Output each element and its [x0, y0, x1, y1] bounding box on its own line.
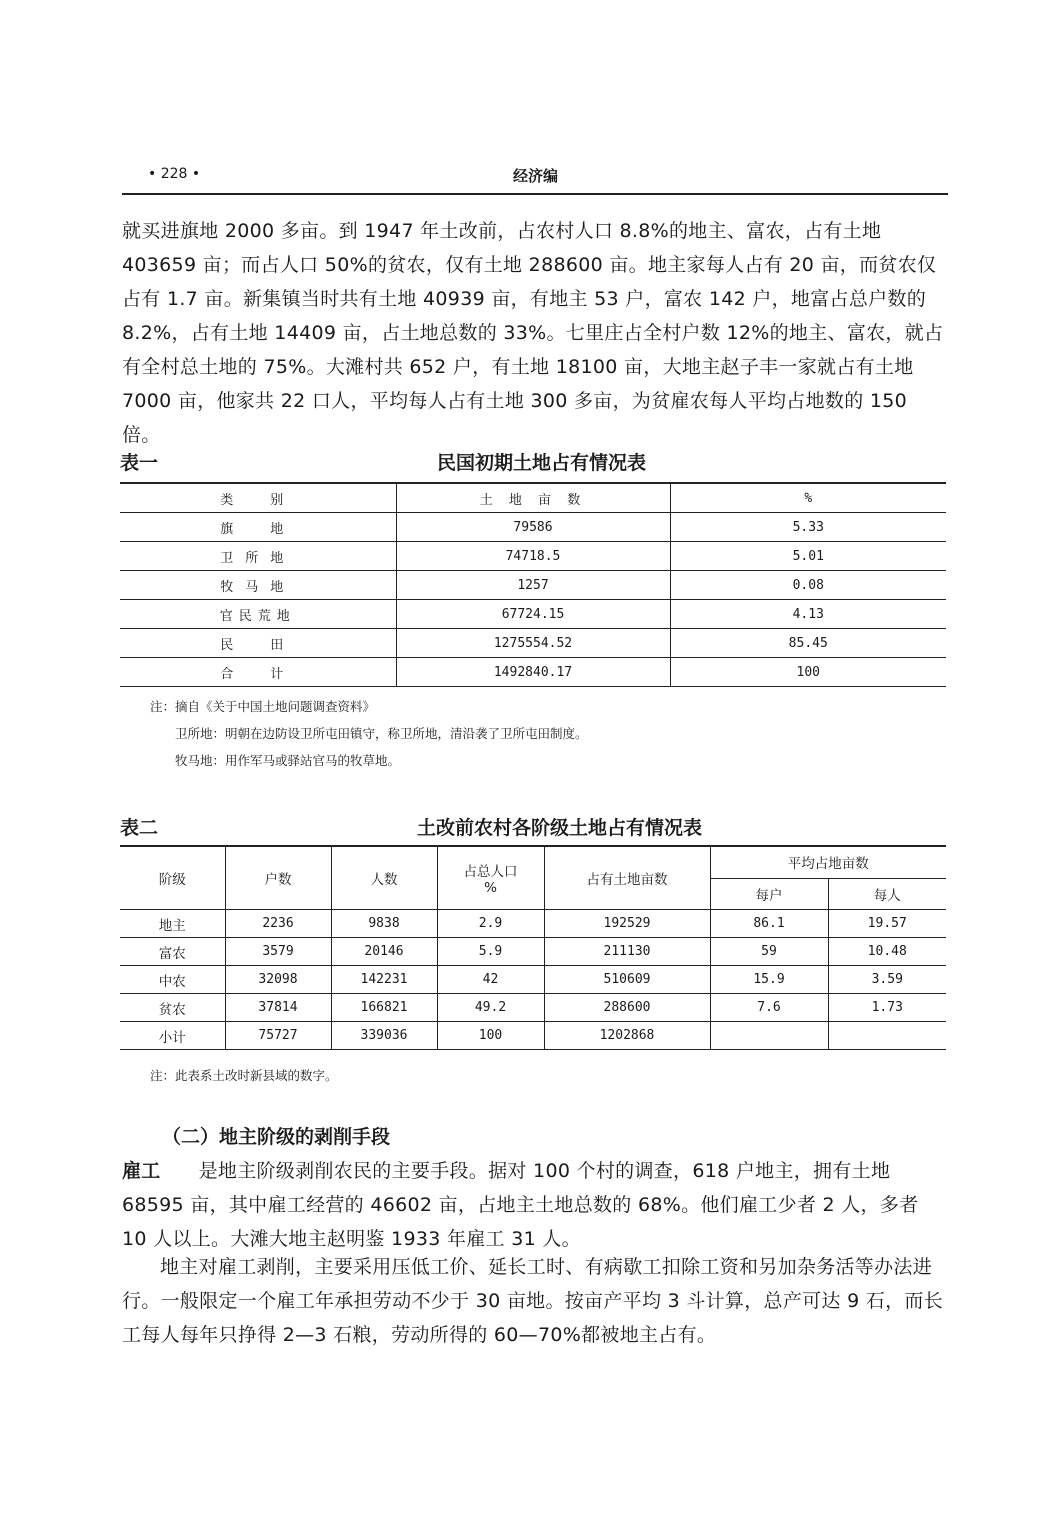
table1-cell-acres: 1275554.52 [396, 629, 670, 658]
table2-cell-people: 166821 [331, 994, 437, 1022]
table2 [120, 845, 946, 1050]
paragraph-1: 就买进旗地 2000 多亩。到 1947 年土改前，占农村人口 8.8%的地主、富农，占有土地 403659 亩；而占人口 50%的贫农，仅有土地 288600 亩。地主家每人占有 20 亩，而贫农仅占有 1.7 亩。新集镇当时共有土地 40939 亩，有地主 53 户，富农 142 户，地富占总户数的 8.2%，占有土地 14409 亩，占土地总数的 33%。七里庄占全村户数 12%的地主、富农，就占有全村总土地的 75%。大滩村共 652 户，有土地 18100 亩，大地主赵子丰一家就占有土地 7000 亩，他家共 22 口人，平均每人占有土地 300 多亩，为贫雇农每人平均占地数的 150 倍。 [122, 220, 944, 446]
table2-cell-land: 510609 [544, 966, 710, 994]
paragraph-3: 地主对雇工剥削，主要采用压低工价、延长工时、有病歇工扣除工资和另加杂务活等办法进行。一般限定一个雇工年承担劳动不少于 30 亩地。按亩产平均 3 斗计算，总产可达 9 石，而长工每人每年只挣得 2—3 石粮，劳动所得的 60—70%都被地主占有。 [122, 1256, 943, 1346]
table2-header-per-household: 每户 [710, 878, 828, 910]
table1-note-pasture: 牧马地：用作军马或驿站官马的牧草地。 [175, 753, 401, 768]
table2-cell-people: 9838 [331, 910, 437, 938]
table1-header-row [120, 483, 946, 513]
table1-cell-category: 官民荒地 [219, 608, 296, 624]
table2-cell-class: 富农 [120, 938, 225, 966]
table1-header-acres: 土 地 亩 数 [396, 483, 670, 513]
table-row [120, 938, 946, 966]
table2-header-avg: 平均占地亩数 [710, 846, 946, 878]
table2-cell-class: 贫农 [120, 994, 225, 1022]
table2-header-households: 户数 [225, 846, 331, 910]
table2-cell-per-person [828, 1022, 946, 1050]
table2-header-pct [437, 846, 544, 910]
table2-cell-per-household: 59 [710, 938, 828, 966]
table2-cell-land: 288600 [544, 994, 710, 1022]
paragraph-2-lead: 雇工 [122, 1160, 161, 1182]
table1-cell-acres: 1492840.17 [396, 658, 670, 687]
table2-cell-per-person: 3.59 [828, 966, 946, 994]
table1-cell-acres: 1257 [396, 571, 670, 600]
table2-cell-per-household: 86.1 [710, 910, 828, 938]
table1-title: 民国初期土地占有情况表 [437, 452, 647, 474]
table1-cell-percent: 85.45 [670, 629, 946, 658]
table-row [120, 910, 946, 938]
table1-header-category: 类 别 [220, 492, 296, 508]
table1-cell-category: 民 田 [220, 637, 296, 653]
table2-cell-land: 192529 [544, 910, 710, 938]
table1-cell-percent: 0.08 [670, 571, 946, 600]
table2-cell-land: 1202868 [544, 1022, 710, 1050]
table-row [120, 571, 946, 600]
table1-cell-acres: 67724.15 [396, 600, 670, 629]
book-section-title: 经济编 [513, 167, 559, 185]
table2-cell-per-person: 1.73 [828, 994, 946, 1022]
table-row [120, 966, 946, 994]
table2-cell-pct: 2.9 [437, 910, 544, 938]
table2-header-row [120, 846, 946, 878]
table2-cell-per-household: 7.6 [710, 994, 828, 1022]
table2-cell-households: 37814 [225, 994, 331, 1022]
table2-cell-class: 地主 [120, 910, 225, 938]
table2-cell-people: 339036 [331, 1022, 437, 1050]
table1-cell-category: 合 计 [220, 666, 296, 682]
table2-cell-land: 211130 [544, 938, 710, 966]
table2-header-pct-label: 占总人口 [463, 864, 518, 880]
table2-note: 注：此表系土改时新县域的数字。 [150, 1068, 338, 1083]
table2-cell-pct: 49.2 [437, 994, 544, 1022]
table-row [120, 513, 946, 542]
table2-cell-per-person: 19.57 [828, 910, 946, 938]
table-row [120, 629, 946, 658]
table1-note-source: 注：摘自《关于中国土地问题调查资料》 [150, 699, 376, 714]
table1-cell-category: 旗 地 [220, 521, 296, 537]
table1-cell-percent: 100 [670, 658, 946, 687]
table1-cell-acres: 79586 [396, 513, 670, 542]
table1-header-percent: % [670, 483, 946, 513]
table2-header-people: 人数 [331, 846, 437, 910]
table1-cell-percent: 5.33 [670, 513, 946, 542]
table2-cell-pct: 100 [437, 1022, 544, 1050]
table2-label: 表二 [120, 817, 159, 839]
table2-header-per-person: 每人 [828, 878, 946, 910]
paragraph-2-body: 是地主阶级剥削农民的主要手段。据对 100 个村的调查，618 户地主，拥有土地 68595 亩，其中雇工经营的 46602 亩，占地主土地总数的 68%。他们雇工少者 2 人，多者 10 人以上。大滩大地主赵明鉴 1933 年雇工 31 人。 [122, 1160, 919, 1250]
table1-cell-acres: 74718.5 [396, 542, 670, 571]
table-row [120, 1022, 946, 1050]
table1-cell-category: 卫所地 [220, 550, 296, 566]
table2-cell-class: 中农 [120, 966, 225, 994]
table2-cell-pct: 42 [437, 966, 544, 994]
table2-header-land: 占有土地亩数 [544, 846, 710, 910]
header-rule [122, 193, 948, 195]
table2-cell-households: 2236 [225, 910, 331, 938]
table1-note-weisuo: 卫所地：明朝在边防设卫所屯田镇守，称卫所地，清沿袭了卫所屯田制度。 [175, 726, 588, 741]
table-row [120, 658, 946, 687]
table2-cell-pct: 5.9 [437, 938, 544, 966]
paragraph-2 [122, 1154, 948, 1256]
table2-header-class: 阶级 [120, 846, 225, 910]
table-row [120, 600, 946, 629]
table1-cell-percent: 4.13 [670, 600, 946, 629]
table-row [120, 994, 946, 1022]
table2-cell-households: 75727 [225, 1022, 331, 1050]
table2-cell-per-household: 15.9 [710, 966, 828, 994]
table1 [120, 482, 946, 687]
table1-cell-category: 牧马地 [220, 579, 296, 595]
table2-cell-per-person: 10.48 [828, 938, 946, 966]
table2-header-pct-unit: % [484, 880, 497, 896]
table-row [120, 542, 946, 571]
table2-cell-per-household [710, 1022, 828, 1050]
page-number: • 228 • [148, 166, 201, 182]
table2-cell-people: 20146 [331, 938, 437, 966]
table2-cell-households: 32098 [225, 966, 331, 994]
section-heading: （二）地主阶级的剥削手段 [162, 1126, 391, 1148]
table2-title: 土改前农村各阶级土地占有情况表 [417, 817, 703, 839]
table1-label: 表一 [120, 452, 159, 474]
table2-cell-class: 小计 [120, 1022, 225, 1050]
table1-cell-percent: 5.01 [670, 542, 946, 571]
table2-cell-people: 142231 [331, 966, 437, 994]
table2-cell-households: 3579 [225, 938, 331, 966]
